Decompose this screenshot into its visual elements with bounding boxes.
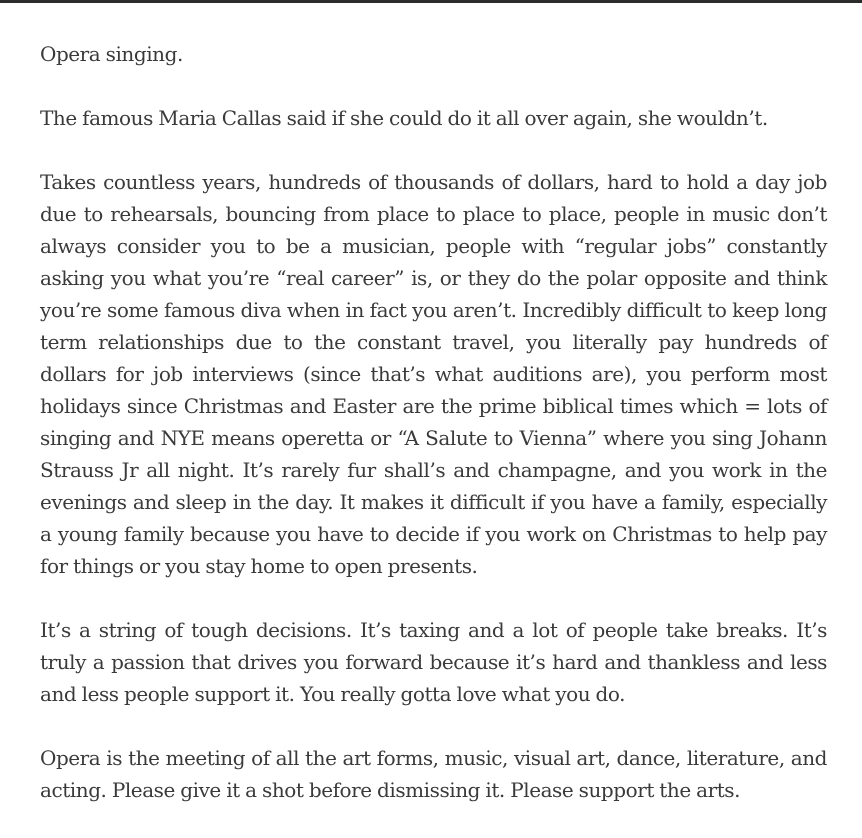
top-border [0,0,862,3]
paragraph-callas-quote: The famous Maria Callas said if she could do it all over again, she wouldn’t. [40,106,768,130]
article-body [40,38,827,838]
paragraph-tough-decisions: It’s a string of tough decisions. It’s taxing and a lot of people take breaks. It’s truly a passion that drives you forward because it’s hard and thankless and less and less people support it. You really gotta love what you do. [40,618,827,706]
paragraph-intro: Opera singing. [40,42,183,66]
paragraph-hardships: Takes countless years, hundreds of thousands of dollars, hard to hold a day job due to rehearsals, bouncing from place to place to place, people in music don’t always consider you to be a musician, people with “regular jobs” constantly asking you what you’re “real career” is, or they do the polar opposite and think you’re some famous diva when in fact you aren’t. Incredibly difficult to keep long term relationships due to the constant travel, you literally pay hundreds of dollars for job interviews (since that’s what auditions are), you perform most holidays since Christmas and Easter are the prime biblical times which = lots of singing and NYE means operetta or “A Salute to Vienna” where you sing Johann Strauss Jr all night. It’s rarely fur shall’s and champagne, and you work in the evenings and sleep in the day. It makes it difficult if you have a family, especially a young family because you have to decide if you work on Christmas to help pay for things or you stay home to open presents. [40,170,827,578]
paragraph-support-arts: Opera is the meeting of all the art forms, music, visual art, dance, literature, and acting. Please give it a shot before dismissing it. Please support the arts. [40,746,827,802]
